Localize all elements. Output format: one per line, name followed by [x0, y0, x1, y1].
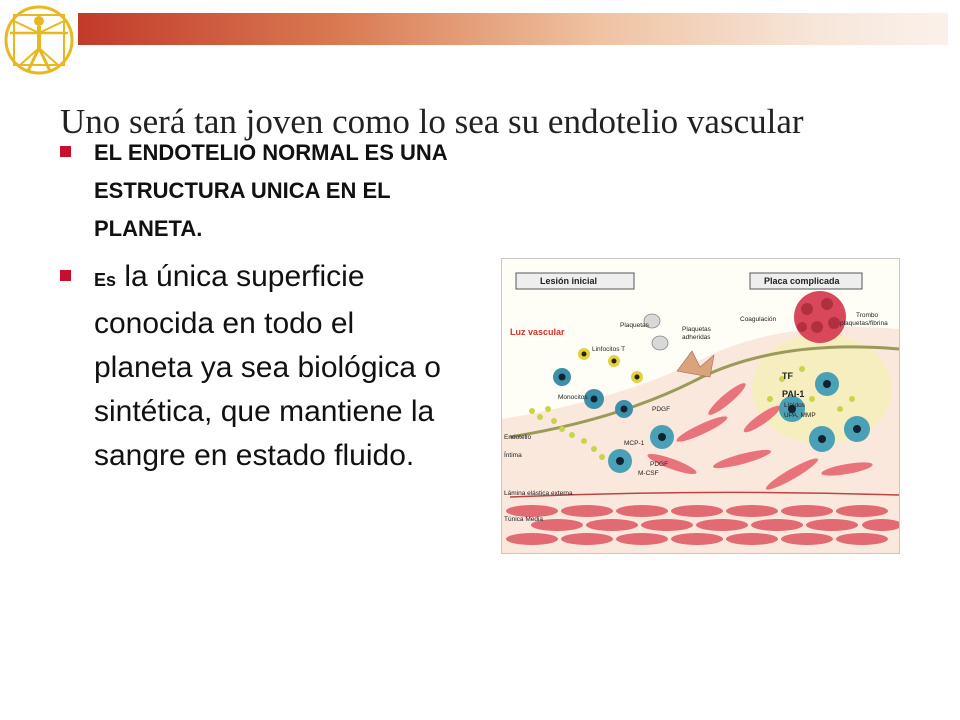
- label-linfocitos: Linfocitos T: [592, 346, 626, 353]
- label-pdgf-2: PDGF: [650, 461, 669, 468]
- label-luz-vascular: Luz vascular: [510, 327, 565, 337]
- bullet-lead: Es: [94, 270, 117, 290]
- bullet-item: [60, 255, 460, 478]
- bullet-marker: [60, 146, 71, 157]
- label-mcp-1: MCP-1: [624, 440, 645, 447]
- label-tf: TF: [782, 371, 793, 381]
- bullet-text: EL ENDOTELIO NORMAL ES UNA ESTRUCTURA UNICA EN EL PLANETA.: [94, 140, 447, 241]
- label-upa-mmp: UPA, MMP: [784, 412, 816, 419]
- bullet-item: [60, 134, 460, 248]
- label-intima: Íntima: [504, 452, 522, 459]
- label-placa-complicada: Placa complicada: [764, 276, 840, 286]
- thrombus: [794, 291, 846, 343]
- label-endotelio: Endotelio: [504, 434, 532, 441]
- label-trombo-1: Trombo: [856, 312, 879, 319]
- label-tunica: Túnica Media: [504, 516, 544, 523]
- bullet-marker: [60, 270, 71, 281]
- media-cells: [506, 505, 899, 545]
- bullet-body: la única superficie conocida en todo el planeta ya sea biológica o sintética, que mantiene la sangre en estado fluido.: [94, 260, 441, 472]
- bullet-text: [94, 255, 460, 478]
- slide-title: Uno será tan joven como lo sea su endotelio vascular: [60, 102, 804, 141]
- label-monocitos: Monocitos: [558, 394, 588, 401]
- label-lamina: Lámina elástica externa: [504, 490, 573, 497]
- label-plaquetas: Plaquetas: [620, 322, 649, 329]
- label-pdgf-1: PDGF: [652, 406, 671, 413]
- label-plaquetas-adheridas-2: adheridas: [682, 334, 711, 341]
- label-lesion-inicial: Lesión inicial: [540, 276, 598, 286]
- label-lipidos: Lípidos: [784, 402, 805, 409]
- bullet-list: [60, 134, 460, 478]
- label-m-csf: M-CSF: [638, 470, 659, 477]
- atherosclerosis-figure: [501, 258, 900, 554]
- vitruvian-logo: [2, 3, 76, 77]
- label-pai-1: PAI-1: [782, 389, 805, 399]
- label-plaquetas-adheridas-1: Plaquetas: [682, 326, 711, 333]
- header-gradient-bar: [78, 13, 948, 45]
- label-coagulacion: Coagulación: [740, 316, 777, 323]
- label-trombo-2: plaquetas/fibrina: [840, 320, 888, 327]
